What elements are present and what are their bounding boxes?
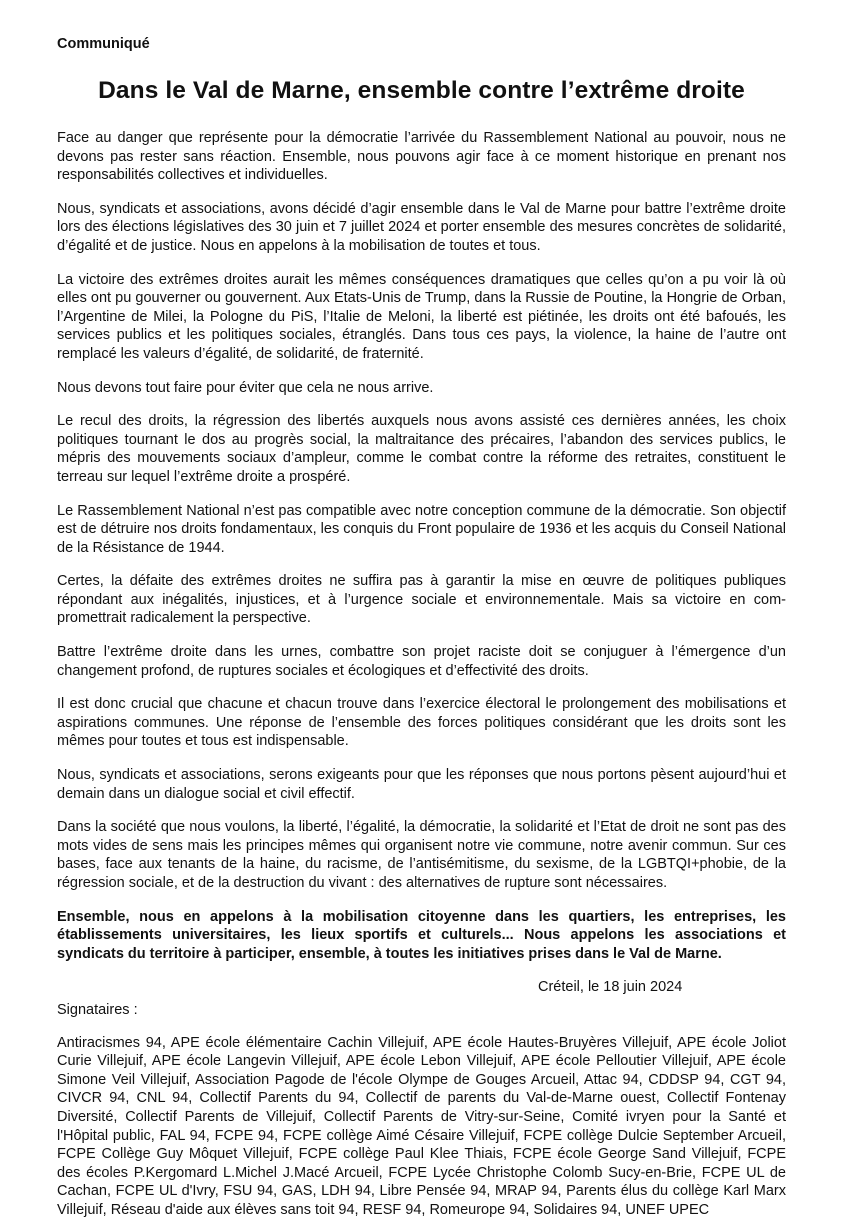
paragraph-6: Le Rassemblement National n’est pas compatible avec notre conception commune de la démocratie. Son objectif est de détruire nos droits fondamentaux, les conquis du Front populaire de 1936 et les acquis du Conseil National de la Résistance de 1944. <box>57 502 786 556</box>
paragraph-11: Dans la société que nous voulons, la liberté, l’égalité, la démocratie, la solidarité et l’Etat de droit ne sont pas des mots vides de sens mais les principes mêmes qui organisent notre vie commune, notre avenir commun. Sur ces bases, face aux tenants de la haine, du racisme, de l’antisémitisme, du sexisme, de la LGBTQI+phobie, de la régression sociale, et de la destruction du vivant : des alternatives de rupture sont nécessaires. <box>57 819 786 891</box>
paragraph-4: Nous devons tout faire pour éviter que cela ne nous arrive. <box>57 379 434 396</box>
paragraph-10: Nous, syndicats et associations, serons exigeants pour que les réponses que nous portons pèsent aujourd’hui et demain dans un dialogue social et civil effectif. <box>57 767 786 802</box>
paragraph-5: Le recul des droits, la régression des libertés auxquels nous avons assisté ces dernières années, les choix politiques tournant le dos au progrès social, la maltraitance des précaires, l’abandon des services publics, le mépris des mouvements sociaux d’ampleur, comme le combat contre la réforme des retraites, constituent le terreau sur lequel l’extrême droite a prospéré. <box>57 413 786 485</box>
document-label: Communiqué <box>57 36 150 52</box>
dateline: Créteil, le 18 juin 2024 <box>538 979 683 996</box>
paragraph-9: Il est donc crucial que chacune et chacun trouve dans l’exercice électoral le prolongement des mobilisations et aspirations communes. Une réponse de l’ensemble des forces politiques considérant que les droits sont les mêmes pour toutes et tous est indispensable. <box>57 696 786 750</box>
paragraph-2: Nous, syndicats et associations, avons décidé d’agir ensemble dans le Val de Marne pour battre l’extrême droite lors des élections législatives des 30 juin et 7 juillet 2024 et porter ensemble des mesures concrètes de solidarité, d’égalité et de justice. Nous en appelons à la mobilisation de toutes et tous. <box>57 200 786 254</box>
document-title: Dans le Val de Marne, ensemble contre l’extrême droite <box>98 77 745 104</box>
paragraph-3: La victoire des extrêmes droites aurait les mêmes conséquences dramatiques que celles qu’on a pu voir là où elles ont pu gouverner ou gouvernent. Aux Etats-Unis de Trump, dans la Russie de Poutine, la Hongrie de Orban, l’Argentine de Milei, la Pologne du PiS, l’Italie de Meloni, la liberté est piétinée, les droits ont été bafoués, les services publics et les politiques sociales, étranglés. Dans tous ces pays, la violence, la haine de l’autre ont remplacé les valeurs d’égalité, de solidarité, de fraternité. <box>57 271 786 362</box>
paragraph-8: Battre l’extrême droite dans les urnes, combattre son projet raciste doit se conjuguer à l’émergence d’un changement profond, de ruptures sociales et écologiques et d’effectivité des droits. <box>57 644 786 679</box>
signatories-list: Antiracismes 94, APE école élémentaire Cachin Villejuif, APE école Hautes-Bruyères Villejuif, APE école Joliot Curie Villejuif, APE école Langevin Villejuif, APE école Lebon Villejuif, APE école Pelloutier Villejuif, APE école Simone Veil Villejuif, Association Pagode de l'école Olympe de Gouges Arcueil, Attac 94, CDDSP 94, CGT 94, CIVCR 94, CNL 94, Collectif Parents du 94, Collectif de parents du Val-de-Marne ouest, Collectif Fontenay Diversité, Collectif Parents de Villejuif, Collectif Parents de Vitry-sur-Seine, Comité ivryen pour la Santé et l'Hôpital public, FAL 94, FCPE 94, FCPE collège Aimé Césaire Villejuif, FCPE collège Dulcie September Arcueil, FCPE Collège Guy Môquet Villejuif, FCPE collège Paul Klee Thiais, FCPE école George Sand Villejuif, FCPE des écoles P.Kergomard L.Michel J.Macé Arcueil, FCPE Lycée Christophe Colomb Sucy-en-Brie, FCPE UL de Cachan, FCPE UL d'Ivry, FSU 94, GAS, LDH 94, Libre Pensée 94, MRAP 94, Parents élus du collège Karl Marx Villejuif, Réseau d'aide aux élèves sans toit 94, RESF 94, Romeurope 94, Solidaires 94, UNEF UPEC <box>57 1034 786 1218</box>
signatories-label: Signataires : <box>57 1001 138 1018</box>
paragraph-7: Certes, la défaite des extrêmes droites ne suffira pas à garantir la mise en œuvre de politiques publiques répondant aux inégalités, injustices, et à l’urgence sociale et environnementale. Mais sa victoire en compromettrait radicalement la perspective. <box>57 573 786 627</box>
paragraph-1: Face au danger que représente pour la démocratie l’arrivée du Rassemblement National au pouvoir, nous ne devons pas rester sans réaction. Ensemble, nous pouvons agir face à ce moment historique en prenant nos responsabilités collectives et individuelles. <box>57 130 786 184</box>
press-release-page <box>57 34 786 1220</box>
call-to-action-paragraph: Ensemble, nous en appelons à la mobilisation citoyenne dans les quartiers, les entreprises, les établissements universitaires, les lieux sportifs et culturels... Nous appelons les associations et syndicats du territoire à participer, ensemble, à toutes les initiatives prises dans le Val de Marne. <box>57 908 786 962</box>
